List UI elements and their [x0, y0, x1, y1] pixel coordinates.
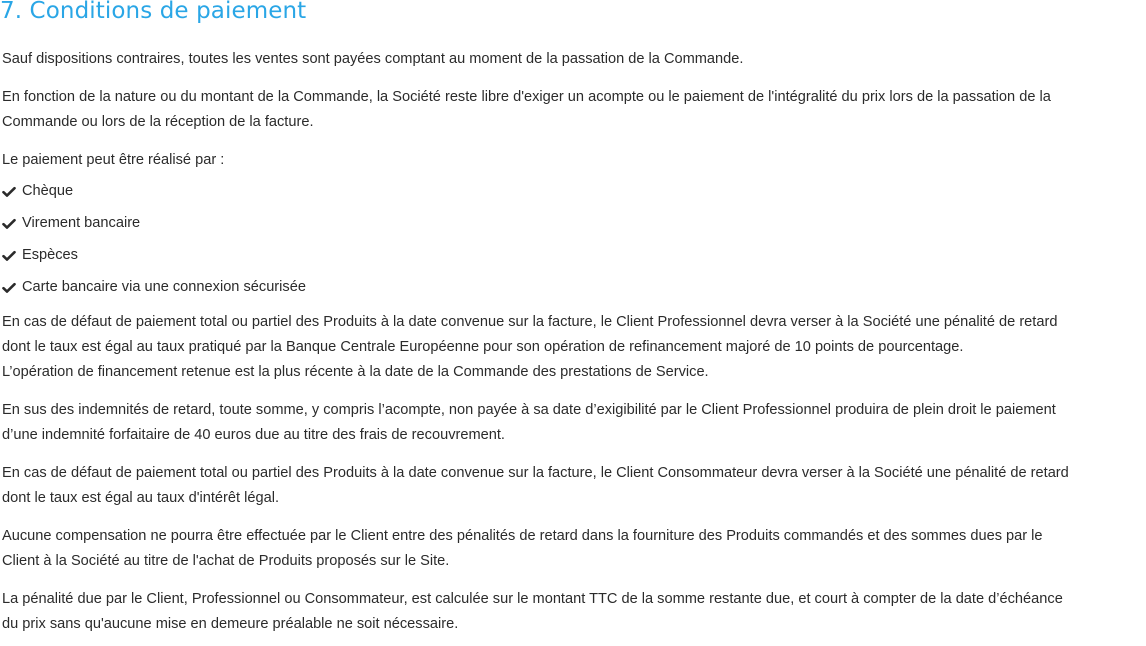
- list-item: [2, 243, 1146, 268]
- paragraph-no-compensation: [2, 524, 1146, 574]
- list-item-label: Virement bancaire: [22, 215, 141, 231]
- paragraph-professional-penalty: [2, 310, 1146, 385]
- check-icon: [2, 281, 16, 295]
- paragraph-consumer-penalty: [2, 461, 1146, 511]
- check-icon: [2, 217, 16, 231]
- text-line: Le paiement peut être réalisé par :: [2, 152, 225, 168]
- paragraph-payment-intro: [2, 148, 1146, 173]
- text-line: En fonction de la nature ou du montant de la Commande, la Société reste libre d'exiger un acompte ou le paiement de l'intégralité du prix lors de la passation de la: [2, 89, 1051, 105]
- list-item: [2, 179, 1146, 204]
- paragraph-cash-payment: [2, 47, 1146, 72]
- list-item-label: Carte bancaire via une connexion sécurisée: [22, 279, 306, 295]
- text-line: Client à la Société au titre de l'achat de Produits proposés sur le Site.: [2, 553, 450, 569]
- list-item-label: Chèque: [22, 183, 74, 199]
- payment-methods-list: [2, 179, 1146, 300]
- text-line: Commande ou lors de la réception de la facture.: [2, 114, 314, 130]
- text-line: dont le taux est égal au taux pratiqué par la Banque Centrale Européenne pour son opération de refinancement majoré de 10 points de pourcentage.: [2, 339, 964, 355]
- text-line: dont le taux est égal au taux d'intérêt légal.: [2, 490, 280, 506]
- list-item: [2, 211, 1146, 236]
- paragraph-recovery-fee: [2, 398, 1146, 448]
- paragraph-penalty-calculation: [2, 587, 1146, 637]
- text-line: d’une indemnité forfaitaire de 40 euros due au titre des frais de recouvrement.: [2, 427, 505, 443]
- list-item: [2, 275, 1146, 300]
- check-icon: [2, 249, 16, 263]
- text-line: L’opération de financement retenue est la plus récente à la date de la Commande des prestations de Service.: [2, 364, 709, 380]
- paragraph-deposit: [2, 85, 1146, 135]
- section-content: [2, 47, 1146, 646]
- text-line: du prix sans qu'aucune mise en demeure préalable ne soit nécessaire.: [2, 616, 459, 632]
- text-line: En cas de défaut de paiement total ou partiel des Produits à la date convenue sur la facture, le Client Consommateur devra verser à la Société une pénalité de retard: [2, 465, 1069, 481]
- text-line: En sus des indemnités de retard, toute somme, y compris l’acompte, non payée à sa date d’exigibilité par le Client Professionnel produira de plein droit le paiement: [2, 402, 1056, 418]
- check-icon: [2, 185, 16, 199]
- text-line: Sauf dispositions contraires, toutes les ventes sont payées comptant au moment de la passation de la Commande.: [2, 51, 744, 67]
- text-line: En cas de défaut de paiement total ou partiel des Produits à la date convenue sur la facture, le Client Professionnel devra verser à la Société une pénalité de retard: [2, 314, 1058, 330]
- section-title: 7. Conditions de paiement: [0, 0, 307, 24]
- text-line: La pénalité due par le Client, Professionnel ou Consommateur, est calculée sur le montant TTC de la somme restante due, et court à compter de la date d’échéance: [2, 591, 1063, 607]
- list-item-label: Espèces: [22, 247, 78, 263]
- text-line: Aucune compensation ne pourra être effectuée par le Client entre des pénalités de retard dans la fourniture des Produits commandés et des sommes dues par le: [2, 528, 1043, 544]
